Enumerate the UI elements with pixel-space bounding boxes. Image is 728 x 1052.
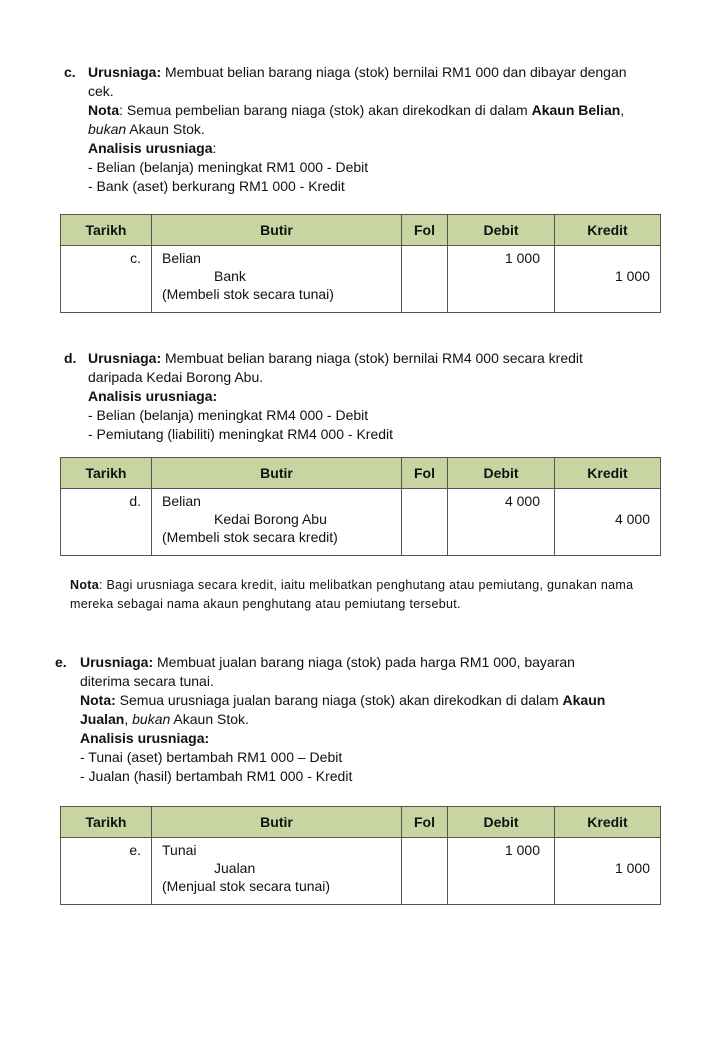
kredit-amount: 1 000 [614,268,650,284]
journal-table [60,806,661,905]
urusniaga-line-2: daripada Kedai Borong Abu. [88,369,264,385]
journal-table [60,457,661,556]
header-debit: Debit [448,807,555,838]
header-butir: Butir [152,458,402,489]
nota-text: Akaun Stok. [126,121,205,137]
cell-kredit [555,489,661,556]
cell-tarikh: c. [61,246,152,313]
cell-debit [448,838,555,905]
cell-butir [152,838,402,905]
debit-account: Belian [162,250,201,266]
analisis-kredit: - Pemiutang (liabiliti) meningkat RM4 000 - Kredit [88,426,394,442]
credit-note-line-2: mereka sebagai nama akaun penghutang atau pemiutang tersebut. [70,597,461,611]
nota-label: Nota [88,102,120,118]
cell-butir [152,489,402,556]
analisis-label: Analisis urusniaga: [88,388,218,404]
credit-note-line-1 [70,575,633,595]
analisis-kredit: - Jualan (hasil) bertambah RM1 000 - Kredit [80,768,353,784]
nota-bold: Jualan [80,711,125,727]
kredit-amount: 4 000 [614,511,650,527]
urusniaga-label: Urusniaga: [80,654,154,670]
analisis-label: Analisis urusniaga: [80,730,210,746]
header-debit: Debit [448,458,555,489]
table-row [61,838,661,905]
analisis-heading [80,729,209,748]
urusniaga-text: Membuat belian barang niaga (stok) bernilai RM4 000 secara kredit [161,350,583,366]
urusniaga-line-1 [88,63,627,82]
urusniaga-text: Membuat belian barang niaga (stok) bernilai RM1 000 dan dibayar dengan [161,64,627,80]
credit-note-text: : Bagi urusniaga secara kredit, iaitu melibatkan penghutang atau pemiutang, gunakan nama [98,578,634,592]
cell-fol [402,838,448,905]
cell-tarikh: e. [61,838,152,905]
item-letter: c. [64,64,76,80]
header-fol: Fol [402,215,448,246]
cell-kredit [555,246,661,313]
debit-amount: 1 000 [504,250,540,266]
analisis-heading [88,387,217,406]
analisis-debit: - Tunai (aset) bertambah RM1 000 – Debit [80,749,343,765]
nota-label: Nota: [80,692,116,708]
urusniaga-line-2: cek. [88,83,114,99]
cell-debit [448,246,555,313]
nota-text: Akaun Stok. [170,711,249,727]
credit-account: Jualan [214,860,256,876]
nota-text: Semua urusniaga jualan barang niaga (stok) akan direkodkan di dalam [115,692,563,708]
kredit-amount: 1 000 [614,860,650,876]
analisis-heading [88,139,216,158]
cell-butir [152,246,402,313]
credit-account: Bank [214,268,246,284]
nota-text: , [124,711,133,727]
journal-table [60,214,661,313]
header-fol: Fol [402,458,448,489]
header-butir: Butir [152,807,402,838]
header-kredit: Kredit [555,215,661,246]
debit-account: Belian [162,493,201,509]
urusniaga-label: Urusniaga: [88,350,162,366]
cell-tarikh: d. [61,489,152,556]
urusniaga-line-1 [88,349,583,368]
urusniaga-label: Urusniaga: [88,64,162,80]
nota-italic: bukan [88,121,127,137]
analisis-label: Analisis urusniaga [88,140,213,156]
header-kredit: Kredit [555,807,661,838]
nota-bold: Akaun Belian [531,102,621,118]
nota-italic: bukan [132,711,171,727]
urusniaga-line-2: diterima secara tunai. [80,673,214,689]
journal-header-row [61,458,661,489]
cell-fol [402,489,448,556]
urusniaga-text: Membuat jualan barang niaga (stok) pada harga RM1 000, bayaran [153,654,575,670]
table-row [61,246,661,313]
item-letter: e. [55,654,67,670]
narration: (Menjual stok secara tunai) [162,878,331,894]
narration: (Membeli stok secara kredit) [162,529,338,545]
nota-text: , [620,102,625,118]
analisis-debit: - Belian (belanja) meningkat RM1 000 - Debit [88,159,369,175]
journal-header-row [61,807,661,838]
item-letter: d. [64,350,77,366]
cell-debit [448,489,555,556]
nota-line-2 [88,120,205,139]
debit-amount: 1 000 [504,842,540,858]
credit-account: Kedai Borong Abu [214,511,327,527]
nota-line-1 [80,691,605,710]
analisis-colon: : [212,140,217,156]
narration: (Membeli stok secara tunai) [162,286,334,302]
cell-kredit [555,838,661,905]
urusniaga-line-1 [80,653,575,672]
header-debit: Debit [448,215,555,246]
nota-bold: Akaun [562,692,606,708]
nota-text: : Semua pembelian barang niaga (stok) akan direkodkan di dalam [119,102,532,118]
header-butir: Butir [152,215,402,246]
cell-fol [402,246,448,313]
header-tarikh: Tarikh [61,458,152,489]
nota-line-1 [88,101,624,120]
debit-account: Tunai [162,842,197,858]
nota-line-2 [80,710,249,729]
debit-amount: 4 000 [504,493,540,509]
table-row [61,489,661,556]
journal-header-row [61,215,661,246]
header-kredit: Kredit [555,458,661,489]
header-tarikh: Tarikh [61,807,152,838]
header-fol: Fol [402,807,448,838]
header-tarikh: Tarikh [61,215,152,246]
analisis-debit: - Belian (belanja) meningkat RM4 000 - Debit [88,407,369,423]
credit-note-label: Nota [70,578,99,592]
analisis-kredit: - Bank (aset) berkurang RM1 000 - Kredit [88,178,345,194]
